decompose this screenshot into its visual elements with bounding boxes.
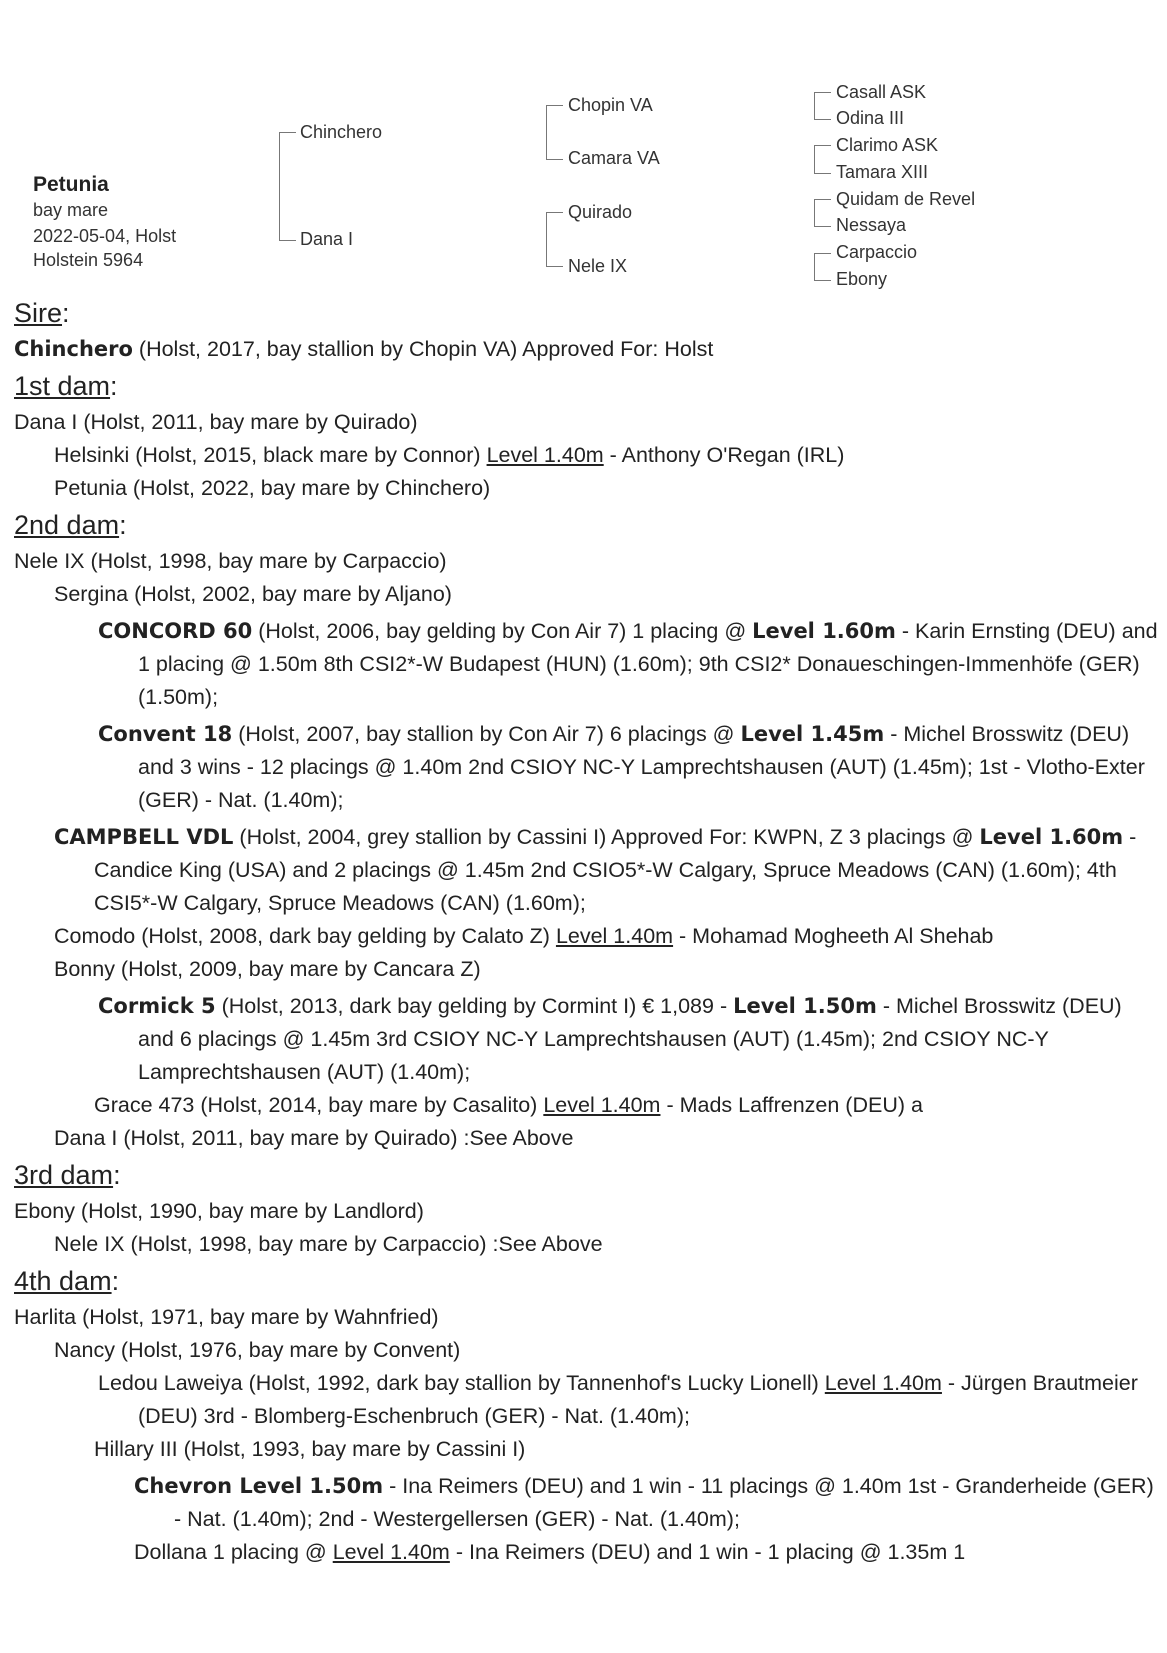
- progeny-report: [14, 293, 1159, 1569]
- pedigree-bracket: [814, 145, 831, 174]
- progeny-bonny: Bonny (Holst, 2009, bay mare by Cancara Z): [54, 957, 481, 981]
- progeny-campbell: CAMPBELL VDL (Holst, 2004, grey stallion by Cassini I) Approved For: KWPN, Z 3 placings @ Level 1.60m - Candice King (USA) and 2 placings @ 1.45m 2nd CSIO5*-W Calgary, Spruce Meadows (CAN) (1.60m); 4th CSI5*-W Calgary, Spruce Meadows (CAN) (1.60m);: [54, 825, 1137, 915]
- progeny-chevron: Chevron Level 1.50m - Ina Reimers (DEU) and 1 win - 11 placings @ 1.40m 1st - Granderheide (GER) - Nat. (1.40m); 2nd - Westergellersen (GER) - Nat. (1.40m);: [134, 1474, 1154, 1531]
- progeny-sergina: Sergina (Holst, 2002, bay mare by Aljano): [54, 582, 452, 606]
- pedigree-g3-1: Casall ASK: [836, 82, 927, 102]
- sire-entry: Chinchero (Holst, 2017, bay stallion by Chopin VA) Approved For: Holst: [14, 337, 714, 361]
- pedigree-sire-dam: Camara VA: [568, 148, 660, 168]
- pedigree-dam-dam: Nele IX: [568, 256, 628, 276]
- pedigree-g3-3: Clarimo ASK: [836, 135, 939, 155]
- section-heading-dam4: 4th dam:: [14, 1266, 120, 1296]
- section-heading-dam3: 3rd dam:: [14, 1160, 121, 1190]
- horse-registration: Holstein 5964: [33, 250, 144, 270]
- pedigree-g3-8: Ebony: [836, 269, 888, 289]
- pedigree-g3-7: Carpaccio: [836, 242, 918, 262]
- pedigree-sire: Chinchero: [300, 122, 383, 142]
- horse-name: Petunia: [33, 173, 109, 196]
- pedigree-bracket: [814, 253, 831, 281]
- progeny-nancy: Nancy (Holst, 1976, bay mare by Convent): [54, 1338, 461, 1362]
- progeny-nele: Nele IX (Holst, 1998, bay mare by Carpaccio) :See Above: [54, 1232, 603, 1256]
- dam1-entry: Dana I (Holst, 2011, bay mare by Quirado): [14, 410, 418, 434]
- progeny-petunia: Petunia (Holst, 2022, bay mare by Chinchero): [54, 476, 491, 500]
- dam4-entry: Harlita (Holst, 1971, bay mare by Wahnfried): [14, 1305, 439, 1329]
- progeny-concord: CONCORD 60 (Holst, 2006, bay gelding by Con Air 7) 1 placing @ Level 1.60m - Karin Ernsting (DEU) and 1 placing @ 1.50m 8th CSI2*-W Budapest (HUN) (1.60m); 9th CSI2* Donaueschingen-Immenhöfe (GER) (1.50m);: [98, 619, 1158, 709]
- progeny-helsinki: Helsinki (Holst, 2015, black mare by Connor) Level 1.40m - Anthony O'Regan (IRL): [54, 443, 845, 467]
- section-heading-dam2: 2nd dam:: [14, 510, 127, 540]
- pedigree-dam-sire: Quirado: [568, 202, 633, 222]
- pedigree-dam: Dana I: [300, 229, 354, 249]
- progeny-convent: Convent 18 (Holst, 2007, bay stallion by Con Air 7) 6 placings @ Level 1.45m - Michel Brosswitz (DEU) and 3 wins - 12 placings @ 1.40m 2nd CSIOY NC-Y Lamprechtshausen (AUT) (1.45m); 1st - Vlotho-Exter (GER) - Nat. (1.40m);: [98, 722, 1145, 812]
- progeny-dana: Dana I (Holst, 2011, bay mare by Quirado) :See Above: [54, 1126, 574, 1150]
- progeny-hillary: Hillary III (Holst, 1993, bay mare by Cassini I): [94, 1437, 526, 1461]
- horse-birth: 2022-05-04, Holst: [33, 226, 177, 246]
- section-heading-sire: Sire:: [14, 298, 70, 328]
- pedigree-bracket: [546, 212, 563, 267]
- pedigree-sire-sire: Chopin VA: [568, 95, 653, 115]
- pedigree-bracket: [814, 92, 831, 120]
- pedigree-chart: [0, 0, 1167, 310]
- dam2-entry: Nele IX (Holst, 1998, bay mare by Carpaccio): [14, 549, 447, 573]
- pedigree-g3-4: Tamara XIII: [836, 162, 929, 182]
- dam3-entry: Ebony (Holst, 1990, bay mare by Landlord): [14, 1199, 424, 1223]
- pedigree-bracket: [814, 199, 831, 227]
- horse-description: bay mare: [33, 200, 109, 220]
- pedigree-bracket: [279, 132, 296, 241]
- progeny-ledou: Ledou Laweiya (Holst, 1992, dark bay stallion by Tannenhof's Lucky Lionell) Level 1.40m - Jürgen Brautmeier (DEU) 3rd - Blomberg-Eschenbruch (GER) - Nat. (1.40m);: [98, 1371, 1138, 1428]
- pedigree-g3-2: Odina III: [836, 108, 905, 128]
- pedigree-bracket: [546, 105, 563, 160]
- section-heading-dam1: 1st dam:: [14, 371, 118, 401]
- pedigree-g3-6: Nessaya: [836, 215, 907, 235]
- progeny-grace: Grace 473 (Holst, 2014, bay mare by Casalito) Level 1.40m - Mads Laffrenzen (DEU) a: [94, 1093, 923, 1117]
- pedigree-g3-5: Quidam de Revel: [836, 189, 976, 209]
- progeny-cormick: Cormick 5 (Holst, 2013, dark bay gelding by Cormint I) € 1,089 - Level 1.50m - Michel Brosswitz (DEU) and 6 placings @ 1.45m 3rd CSIOY NC-Y Lamprechtshausen (AUT) (1.45m); 2nd CSIOY NC-Y Lamprechtshausen (AUT) (1.40m);: [98, 994, 1122, 1084]
- progeny-dollana: Dollana 1 placing @ Level 1.40m - Ina Reimers (DEU) and 1 win - 1 placing @ 1.35m 1: [134, 1540, 966, 1564]
- progeny-comodo: Comodo (Holst, 2008, dark bay gelding by Calato Z) Level 1.40m - Mohamad Mogheeth Al Shehab: [54, 924, 994, 948]
